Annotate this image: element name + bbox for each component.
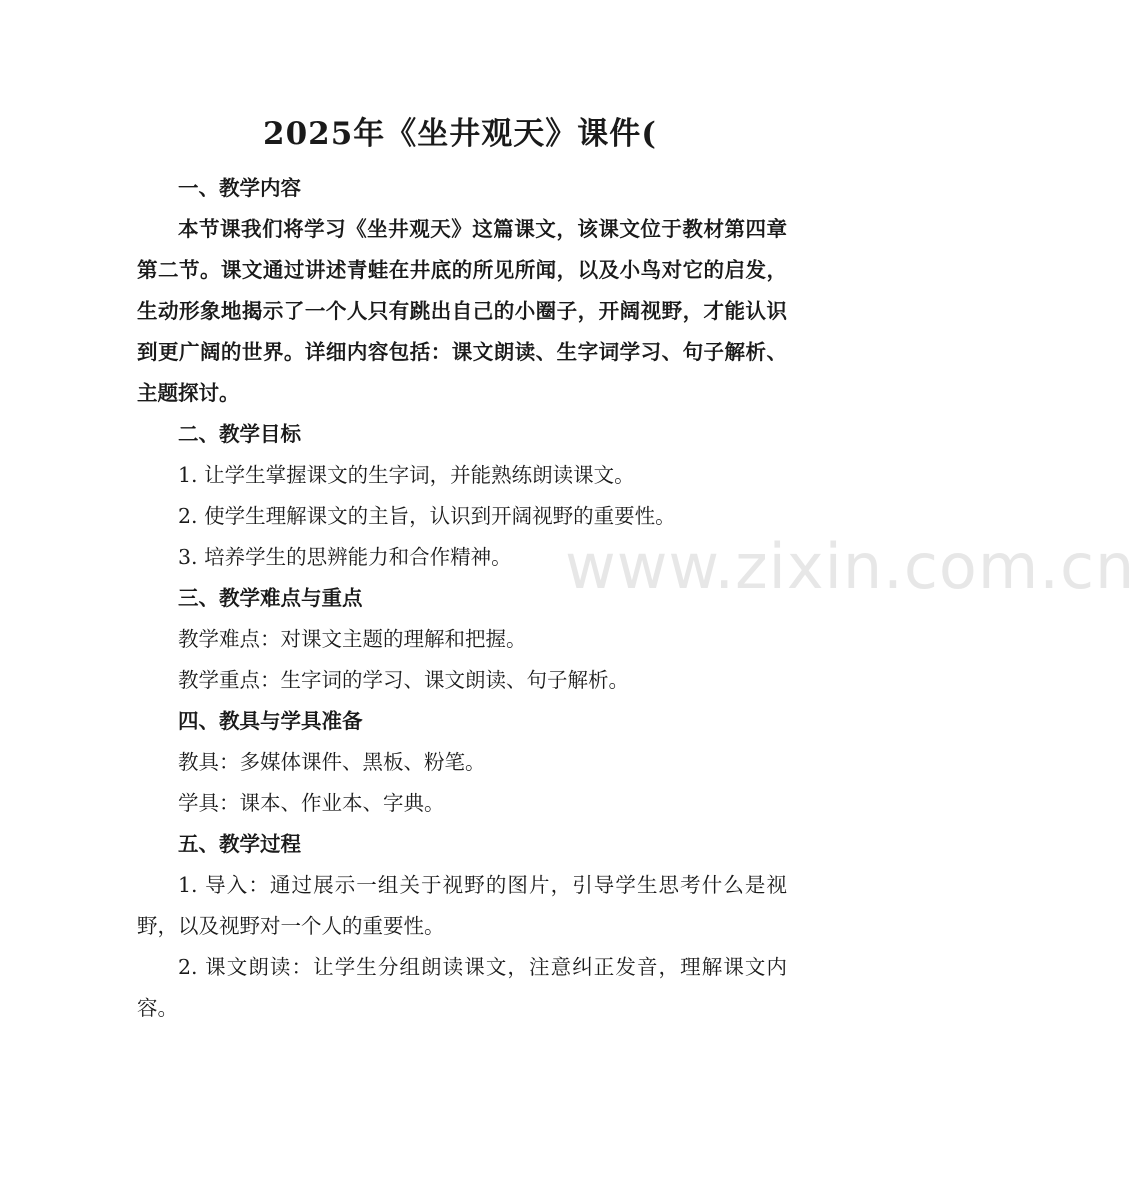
student-materials: 学具：课本、作业本、字典。 xyxy=(178,791,445,815)
process-item: 1. 导入：通过展示一组关于视野的图片，引导学生思考什么是视野，以及视野对一个人的重要性。 xyxy=(137,873,787,938)
teaching-key-point: 教学重点：生字词的学习、课文朗读、句子解析。 xyxy=(178,668,629,692)
section-heading-materials: 四、教具与学具准备 xyxy=(178,709,363,733)
objective-item: 2. 使学生理解课文的主旨，认识到开阔视野的重要性。 xyxy=(178,504,676,528)
document-title: 2025年《坐井观天》课件( xyxy=(263,116,657,152)
section-heading-content: 一、教学内容 xyxy=(178,176,301,200)
objective-item: 3. 培养学生的思辨能力和合作精神。 xyxy=(178,545,512,569)
section-heading-objectives: 二、教学目标 xyxy=(178,422,301,446)
objective-item: 1. 让学生掌握课文的生字词，并能熟练朗读课文。 xyxy=(178,463,635,487)
document-content xyxy=(137,168,787,1029)
section-heading-process: 五、教学过程 xyxy=(178,832,301,856)
watermark: www.zixin.com.cn xyxy=(565,530,1135,603)
process-item: 2. 课文朗读：让学生分组朗读课文，注意纠正发音，理解课文内容。 xyxy=(137,955,787,1020)
section-heading-key-points: 三、教学难点与重点 xyxy=(178,586,363,610)
teacher-materials: 教具：多媒体课件、黑板、粉笔。 xyxy=(178,750,486,774)
teaching-difficulty: 教学难点：对课文主题的理解和把握。 xyxy=(178,627,527,651)
section-body-content: 本节课我们将学习《坐井观天》这篇课文，该课文位于教材第四章第二节。课文通过讲述青蛙在井底的所见所闻，以及小鸟对它的启发，生动形象地揭示了一个人只有跳出自己的小圈子，开阔视野，才能认识到更广阔的世界。详细内容包括：课文朗读、生字词学习、句子解析、主题探讨。 xyxy=(137,217,787,405)
